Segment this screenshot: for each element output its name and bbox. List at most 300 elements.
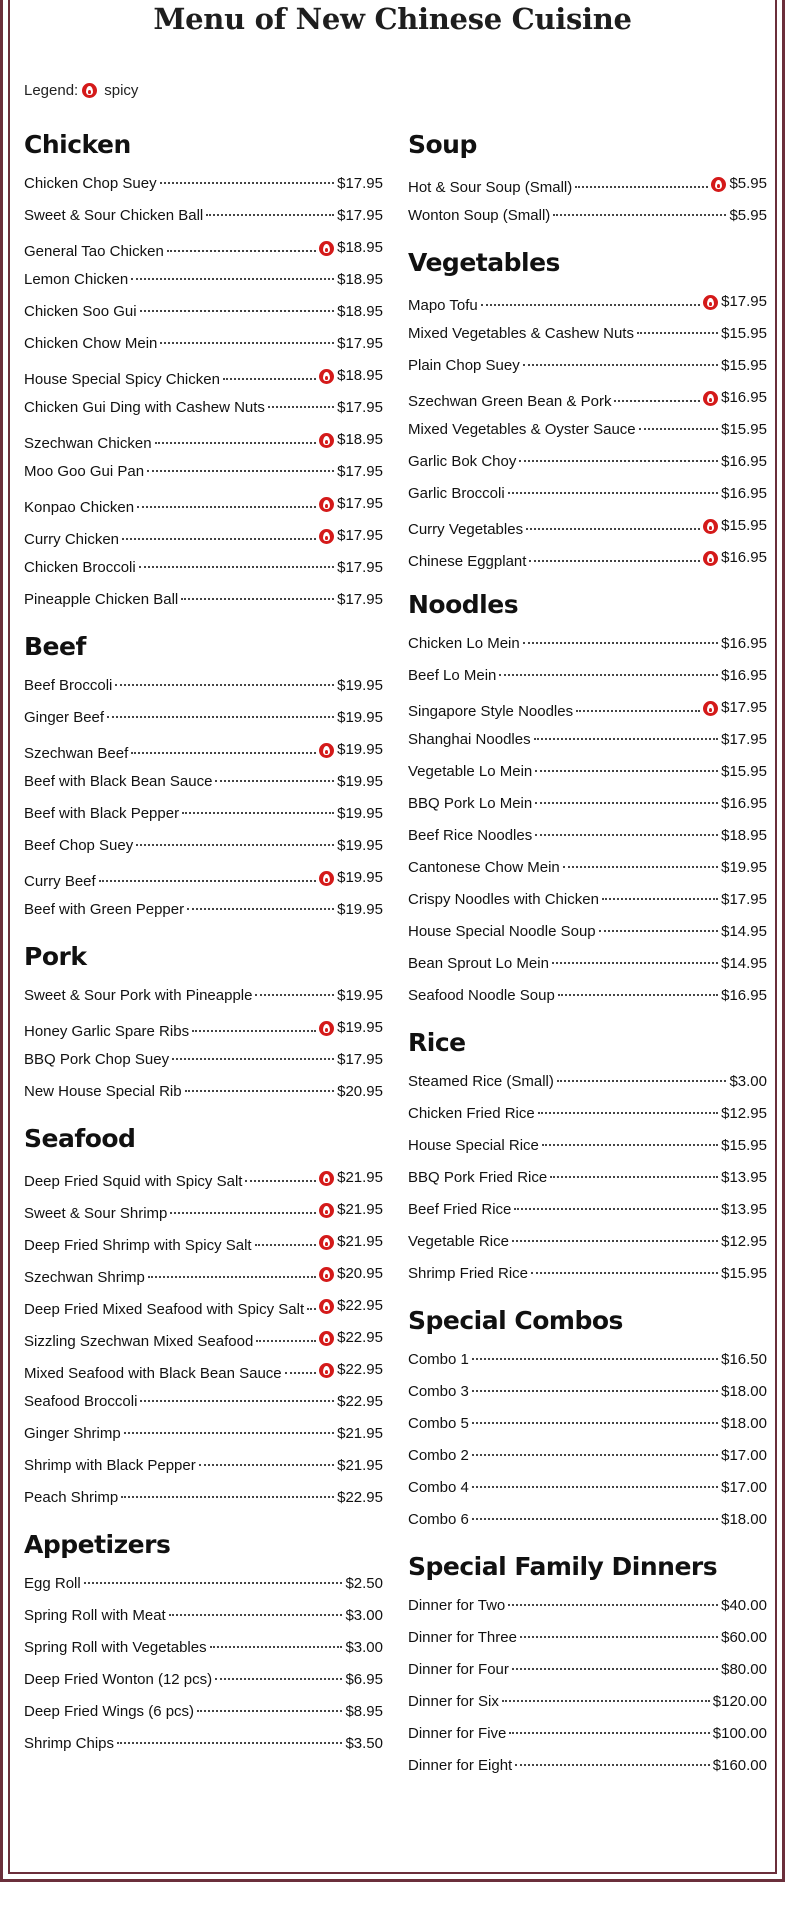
item-name: BBQ Pork Chop Suey	[24, 1051, 170, 1068]
menu-item	[408, 788, 767, 820]
item-name: General Tao Chicken	[24, 242, 164, 260]
dot-leader	[499, 674, 718, 676]
item-name: Chicken Lo Mein	[408, 635, 520, 652]
item-price: $12.95	[721, 1233, 767, 1250]
item-price-group	[721, 1440, 767, 1472]
item-price: $17.95	[721, 731, 767, 748]
chili-icon	[703, 551, 718, 566]
dot-leader	[139, 566, 334, 568]
item-name: BBQ Pork Fried Rice	[408, 1169, 548, 1186]
menu-item	[24, 456, 383, 488]
menu-section-rice	[408, 1026, 767, 1290]
menu-item	[408, 510, 767, 542]
dot-leader	[192, 1030, 316, 1032]
section-title: Chicken	[24, 130, 131, 159]
item-price: $15.95	[721, 421, 767, 438]
item-name: House Special Spicy Chicken	[24, 370, 220, 388]
item-price: $3.50	[345, 1735, 383, 1752]
item-price: $160.00	[712, 1757, 767, 1774]
menu-section-special-family-dinners	[408, 1550, 767, 1782]
dot-leader	[508, 1604, 718, 1606]
dot-leader	[199, 1464, 334, 1466]
menu-item	[408, 916, 767, 948]
item-price-group	[319, 1290, 383, 1322]
item-name: Hot & Sour Soup (Small)	[408, 178, 573, 196]
menu-item	[408, 1654, 767, 1686]
menu-item	[24, 1226, 383, 1258]
item-price-group	[319, 488, 383, 520]
dot-leader	[206, 214, 334, 216]
item-name: Honey Garlic Spare Ribs	[24, 1022, 190, 1040]
menu-item	[24, 392, 383, 424]
item-name: Dinner for Five	[408, 1725, 507, 1742]
dot-leader	[508, 492, 718, 494]
item-name: Chicken Chow Mein	[24, 335, 158, 352]
menu-item	[408, 1194, 767, 1226]
item-price-group	[721, 660, 767, 692]
item-price: $16.95	[721, 549, 767, 566]
item-price: $22.95	[337, 1297, 383, 1314]
menu-section-beef	[24, 630, 383, 926]
dot-leader	[535, 802, 718, 804]
dot-leader	[552, 962, 718, 964]
item-price-group	[713, 1686, 767, 1718]
item-price: $19.95	[337, 709, 383, 726]
menu-item	[24, 328, 383, 360]
item-price: $14.95	[721, 923, 767, 940]
dot-leader	[520, 1636, 718, 1638]
item-price-group	[337, 296, 383, 328]
menu-item	[24, 798, 383, 830]
item-name: BBQ Pork Lo Mein	[408, 795, 533, 812]
item-price: $13.95	[721, 1169, 767, 1186]
dot-leader	[523, 642, 718, 644]
menu-item	[408, 756, 767, 788]
item-name: Combo 1	[408, 1351, 469, 1368]
item-name: New House Special Rib	[24, 1083, 182, 1100]
chili-icon	[82, 83, 97, 98]
dot-leader	[519, 460, 718, 462]
dot-leader	[155, 442, 317, 444]
item-price: $5.95	[729, 207, 767, 224]
dot-leader	[602, 898, 718, 900]
item-price-group	[319, 232, 383, 264]
dot-leader	[575, 186, 708, 188]
item-name: Vegetable Rice	[408, 1233, 509, 1250]
item-price-group	[721, 628, 767, 660]
menu-section-seafood	[24, 1122, 383, 1514]
dot-leader	[599, 930, 718, 932]
menu-item	[24, 1258, 383, 1290]
item-name: Beef with Green Pepper	[24, 901, 185, 918]
item-name: Dinner for Six	[408, 1693, 499, 1710]
item-price-group	[721, 1098, 767, 1130]
item-price-group	[721, 350, 767, 382]
section-title: Seafood	[24, 1124, 136, 1153]
dot-leader	[215, 1678, 342, 1680]
item-price-group	[337, 798, 383, 830]
dot-leader	[535, 834, 718, 836]
menu-item	[24, 1386, 383, 1418]
item-price: $18.00	[721, 1383, 767, 1400]
menu-item	[408, 1258, 767, 1290]
dot-leader	[502, 1700, 710, 1702]
left-menu-column	[24, 128, 383, 1774]
dot-leader	[512, 1668, 718, 1670]
item-price-group	[337, 1418, 383, 1450]
menu-item	[408, 446, 767, 478]
item-name: Beef Broccoli	[24, 677, 113, 694]
item-price-group	[319, 862, 383, 894]
menu-item	[24, 1044, 383, 1076]
item-price: $6.95	[345, 1671, 383, 1688]
item-name: Dinner for Two	[408, 1597, 506, 1614]
item-name: Ginger Beef	[24, 709, 105, 726]
item-price-group	[337, 980, 383, 1012]
menu-item	[24, 552, 383, 584]
dot-leader	[255, 994, 334, 996]
item-name: Sweet & Sour Pork with Pineapple	[24, 987, 253, 1004]
item-name: Ginger Shrimp	[24, 1425, 121, 1442]
item-price: $17.95	[721, 293, 767, 310]
chili-icon	[319, 1363, 334, 1378]
menu-item	[24, 1482, 383, 1514]
menu-item	[24, 1728, 383, 1760]
item-price-group	[319, 1194, 383, 1226]
menu-item	[408, 948, 767, 980]
section-title: Appetizers	[24, 1530, 171, 1559]
dot-leader	[167, 250, 316, 252]
item-price: $19.95	[337, 805, 383, 822]
menu-item	[24, 1418, 383, 1450]
section-title: Pork	[24, 942, 87, 971]
item-price: $19.95	[721, 859, 767, 876]
item-price: $16.95	[721, 987, 767, 1004]
dot-leader	[515, 1764, 710, 1766]
dot-leader	[124, 1432, 334, 1434]
dot-leader	[137, 506, 316, 508]
item-name: Deep Fried Wonton (12 pcs)	[24, 1671, 213, 1688]
item-price-group	[703, 692, 767, 724]
dot-leader	[131, 752, 316, 754]
item-name: Sizzling Szechwan Mixed Seafood	[24, 1332, 254, 1350]
item-price-group	[337, 1076, 383, 1108]
chili-icon	[703, 519, 718, 534]
item-name: Konpao Chicken	[24, 498, 135, 516]
item-name: House Special Noodle Soup	[408, 923, 596, 940]
item-price-group	[721, 1622, 767, 1654]
item-price-group	[337, 392, 383, 424]
item-price: $17.95	[337, 1051, 383, 1068]
item-price: $17.95	[337, 335, 383, 352]
item-price: $15.95	[721, 357, 767, 374]
item-price: $19.95	[337, 901, 383, 918]
item-name: Szechwan Shrimp	[24, 1268, 145, 1286]
item-name: Combo 3	[408, 1383, 469, 1400]
item-price: $19.95	[337, 677, 383, 694]
item-price: $16.95	[721, 453, 767, 470]
dot-leader	[512, 1240, 718, 1242]
item-price: $22.95	[337, 1361, 383, 1378]
item-price-group	[319, 1012, 383, 1044]
dot-leader	[523, 364, 718, 366]
dot-leader	[215, 780, 334, 782]
menu-item	[24, 1696, 383, 1728]
menu-item	[24, 1568, 383, 1600]
menu-item	[24, 1664, 383, 1696]
chili-icon	[319, 369, 334, 384]
menu-item	[408, 286, 767, 318]
menu-item	[24, 830, 383, 862]
item-price-group	[721, 948, 767, 980]
dot-leader	[255, 1244, 317, 1246]
item-price: $22.95	[337, 1489, 383, 1506]
dot-leader	[614, 400, 700, 402]
item-price: $22.95	[337, 1329, 383, 1346]
dot-leader	[122, 538, 316, 540]
dot-leader	[245, 1180, 316, 1182]
menu-item	[24, 488, 383, 520]
dot-leader	[472, 1486, 718, 1488]
dot-leader	[147, 470, 334, 472]
item-price: $17.00	[721, 1447, 767, 1464]
item-price: $17.95	[721, 699, 767, 716]
legend	[24, 82, 138, 99]
item-price: $21.95	[337, 1233, 383, 1250]
item-name: Szechwan Beef	[24, 744, 129, 762]
dot-leader	[472, 1518, 718, 1520]
item-price-group	[721, 1344, 767, 1376]
item-name: Beef Fried Rice	[408, 1201, 512, 1218]
item-price: $15.95	[721, 1137, 767, 1154]
item-name: Spring Roll with Meat	[24, 1607, 166, 1624]
item-name: Mixed Vegetables & Oyster Sauce	[408, 421, 636, 438]
item-price: $19.95	[337, 1019, 383, 1036]
item-name: Mapo Tofu	[408, 296, 478, 314]
item-price: $17.95	[337, 495, 383, 512]
item-name: Beef with Black Pepper	[24, 805, 180, 822]
item-price-group	[713, 1750, 767, 1782]
menu-item	[408, 852, 767, 884]
item-price-group	[711, 168, 767, 200]
item-name: Szechwan Chicken	[24, 434, 152, 452]
menu-section-vegetables	[408, 246, 767, 574]
chili-icon	[319, 1235, 334, 1250]
item-price: $5.95	[729, 175, 767, 192]
dot-leader	[148, 1276, 316, 1278]
item-price-group	[721, 1226, 767, 1258]
item-price-group	[337, 894, 383, 926]
chili-icon	[319, 1299, 334, 1314]
item-price: $17.95	[337, 527, 383, 544]
dot-leader	[542, 1144, 718, 1146]
item-name: Seafood Noodle Soup	[408, 987, 555, 1004]
item-name: Chicken Broccoli	[24, 559, 136, 576]
item-price-group	[721, 1258, 767, 1290]
dot-leader	[197, 1710, 342, 1712]
item-price-group	[721, 446, 767, 478]
item-name: Spring Roll with Vegetables	[24, 1639, 207, 1656]
menu-item	[408, 200, 767, 232]
item-price-group	[721, 1130, 767, 1162]
item-name: Dinner for Four	[408, 1661, 509, 1678]
legend-text: spicy	[104, 82, 139, 99]
chili-icon	[319, 1203, 334, 1218]
item-price-group	[721, 820, 767, 852]
item-price: $18.00	[721, 1511, 767, 1528]
menu-item	[24, 1450, 383, 1482]
item-name: Garlic Broccoli	[408, 485, 505, 502]
item-price: $17.95	[337, 591, 383, 608]
item-price: $17.95	[337, 463, 383, 480]
item-name: Curry Chicken	[24, 530, 120, 548]
dot-leader	[160, 182, 335, 184]
chili-icon	[319, 433, 334, 448]
menu-section-noodles	[408, 588, 767, 1012]
menu-section-appetizers	[24, 1528, 383, 1760]
item-name: Combo 2	[408, 1447, 469, 1464]
menu-item	[24, 980, 383, 1012]
item-name: Cantonese Chow Mein	[408, 859, 560, 876]
chili-icon	[319, 743, 334, 758]
menu-item	[408, 1440, 767, 1472]
item-name: Chicken Gui Ding with Cashew Nuts	[24, 399, 265, 416]
item-name: Shrimp Fried Rice	[408, 1265, 529, 1282]
item-price: $3.00	[345, 1639, 383, 1656]
menu-item	[408, 980, 767, 1012]
menu-item	[24, 766, 383, 798]
menu-item	[408, 168, 767, 200]
item-price: $8.95	[345, 1703, 383, 1720]
item-price-group	[721, 1590, 767, 1622]
item-price: $21.95	[337, 1457, 383, 1474]
item-price-group	[729, 1066, 767, 1098]
item-name: Beef Chop Suey	[24, 837, 134, 854]
item-price: $19.95	[337, 741, 383, 758]
dot-leader	[268, 406, 334, 408]
chili-icon	[703, 295, 718, 310]
dot-leader	[117, 1742, 342, 1744]
item-price-group	[319, 1162, 383, 1194]
item-price: $17.95	[337, 559, 383, 576]
dot-leader	[99, 880, 316, 882]
menu-item	[408, 478, 767, 510]
menu-item	[24, 520, 383, 552]
item-price: $22.95	[337, 1393, 383, 1410]
item-name: Pineapple Chicken Ball	[24, 591, 179, 608]
section-title: Special Family Dinners	[408, 1552, 718, 1581]
item-price-group	[345, 1600, 383, 1632]
item-name: Egg Roll	[24, 1575, 81, 1592]
menu-item	[24, 296, 383, 328]
item-price-group	[319, 1258, 383, 1290]
item-price-group	[337, 1386, 383, 1418]
dot-leader	[637, 332, 718, 334]
item-name: Szechwan Green Bean & Pork	[408, 392, 612, 410]
item-name: Curry Beef	[24, 872, 96, 890]
menu-item	[24, 862, 383, 894]
item-price-group	[703, 382, 767, 414]
dot-leader	[140, 310, 335, 312]
menu-section-pork	[24, 940, 383, 1108]
page-title: Menu of New Chinese Cuisine	[153, 2, 632, 36]
item-price-group	[337, 766, 383, 798]
item-price: $17.95	[337, 175, 383, 192]
menu-item	[24, 734, 383, 766]
item-name: Lemon Chicken	[24, 271, 129, 288]
dot-leader	[526, 528, 700, 530]
item-price: $40.00	[721, 1597, 767, 1614]
menu-item	[24, 168, 383, 200]
dot-leader	[169, 1614, 343, 1616]
item-price-group	[345, 1632, 383, 1664]
chili-icon	[319, 1021, 334, 1036]
dot-leader	[472, 1422, 718, 1424]
menu-item	[24, 1162, 383, 1194]
dot-leader	[187, 908, 334, 910]
item-price: $18.95	[721, 827, 767, 844]
section-title: Beef	[24, 632, 86, 661]
chili-icon	[703, 391, 718, 406]
item-price-group	[721, 414, 767, 446]
item-price-group	[721, 852, 767, 884]
item-price: $16.95	[721, 485, 767, 502]
dot-leader	[639, 428, 718, 430]
menu-item	[24, 264, 383, 296]
item-name: Crispy Noodles with Chicken	[408, 891, 599, 908]
item-price-group	[319, 424, 383, 456]
item-price: $2.50	[345, 1575, 383, 1592]
menu-item	[408, 1622, 767, 1654]
item-price: $21.95	[337, 1169, 383, 1186]
item-price-group	[721, 756, 767, 788]
item-price-group	[337, 1482, 383, 1514]
item-price: $80.00	[721, 1661, 767, 1678]
item-price-group	[721, 1408, 767, 1440]
item-price: $18.95	[337, 239, 383, 256]
dot-leader	[140, 1400, 334, 1402]
item-price: $3.00	[345, 1607, 383, 1624]
item-price-group	[721, 478, 767, 510]
dot-leader	[107, 716, 334, 718]
item-name: Chicken Fried Rice	[408, 1105, 535, 1122]
item-price: $17.95	[721, 891, 767, 908]
item-price: $18.95	[337, 271, 383, 288]
dot-leader	[538, 1112, 718, 1114]
item-name: Dinner for Eight	[408, 1757, 513, 1774]
menu-item	[408, 1472, 767, 1504]
menu-item	[24, 1194, 383, 1226]
item-price: $18.95	[337, 303, 383, 320]
menu-item	[408, 542, 767, 574]
item-price-group	[337, 200, 383, 232]
item-price-group	[345, 1568, 383, 1600]
right-menu-column	[408, 128, 767, 1796]
chili-icon	[319, 497, 334, 512]
item-price-group	[703, 286, 767, 318]
menu-item	[408, 692, 767, 724]
item-name: Beef Lo Mein	[408, 667, 497, 684]
item-price: $15.95	[721, 763, 767, 780]
dot-leader	[472, 1390, 718, 1392]
section-title: Soup	[408, 130, 477, 159]
item-name: Seafood Broccoli	[24, 1393, 138, 1410]
dot-leader	[514, 1208, 718, 1210]
menu-item	[24, 424, 383, 456]
item-price: $18.95	[337, 367, 383, 384]
menu-item	[24, 1012, 383, 1044]
menu-item	[408, 382, 767, 414]
